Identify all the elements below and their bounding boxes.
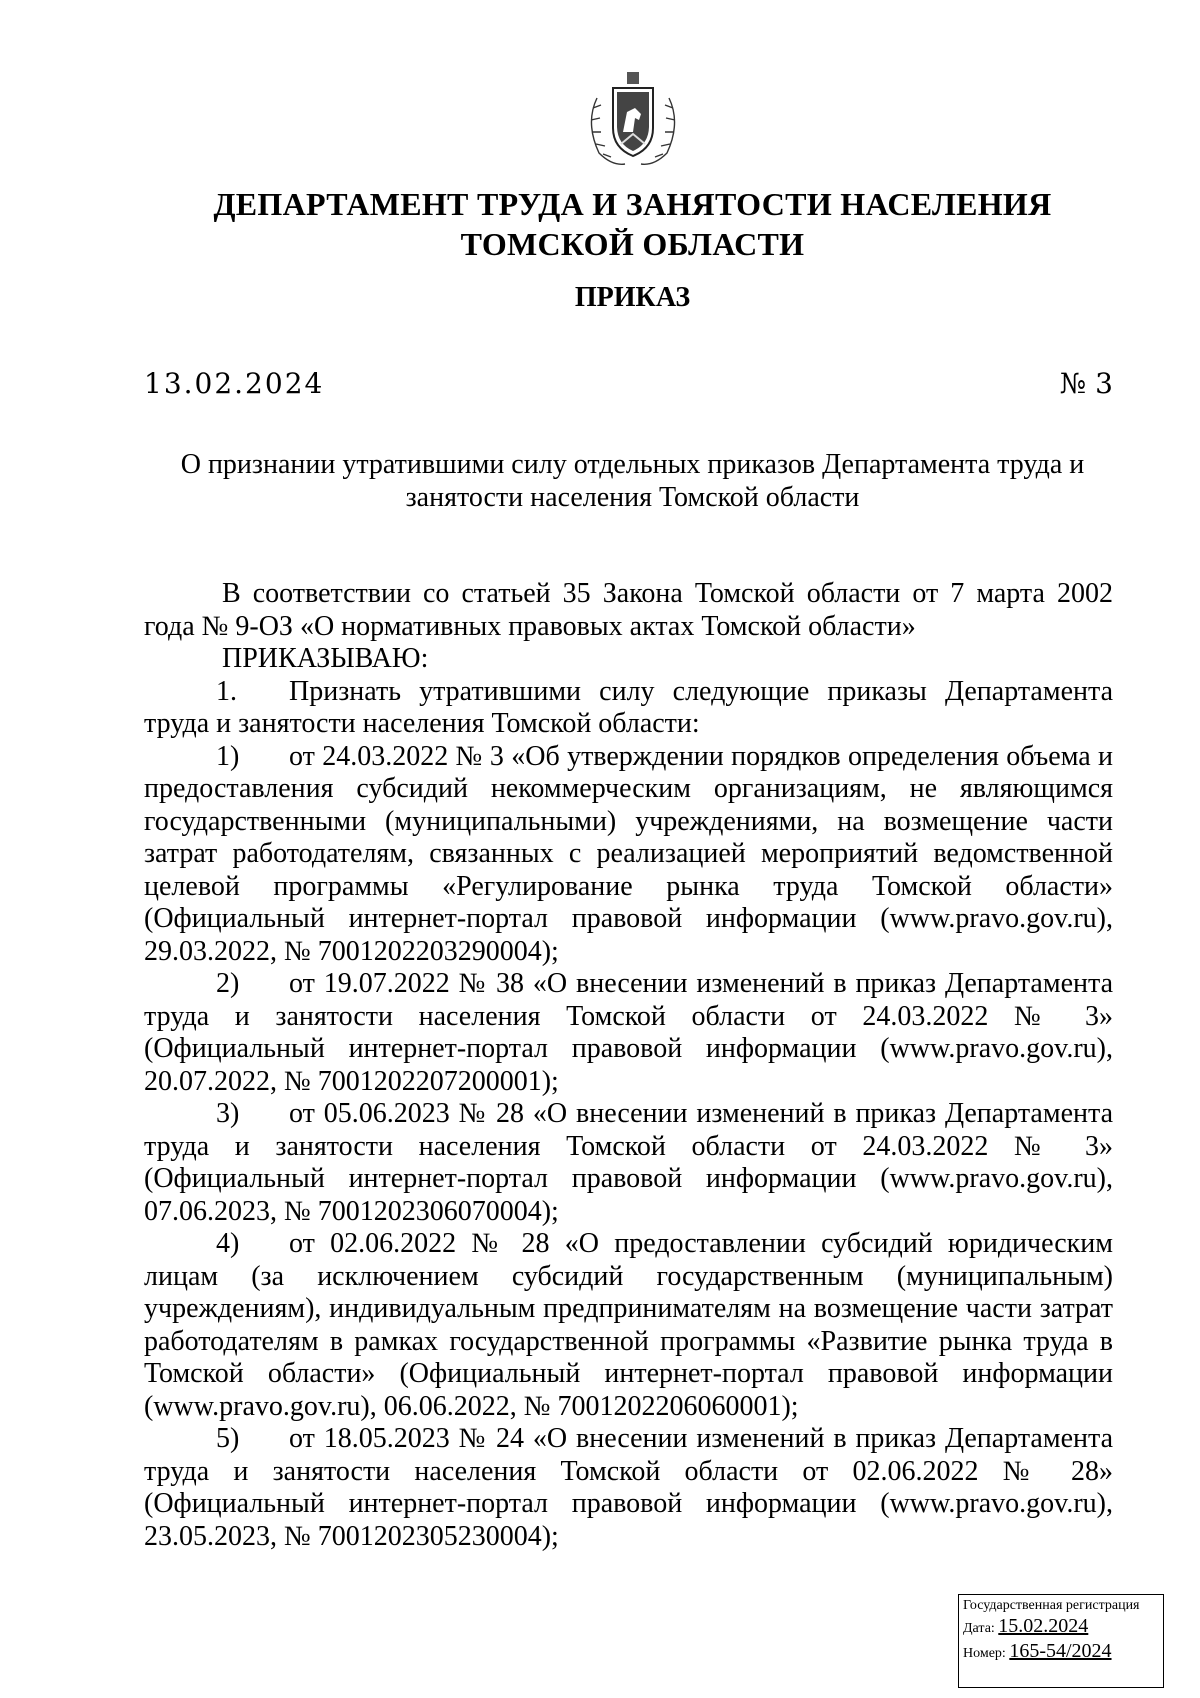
item-text: от 18.05.2023 № 24 «О внесении изменений в приказ Департамента труда и занятости населения Томской области от 02.06.2022 № 28» (Официальный интернет-портал правовой информации (www.pravo.gov.ru), 23.05.2023, № 7001202305230004); [144,1423,1113,1552]
item-text: от 05.06.2023 № 28 «О внесении изменений в приказ Департамента труда и занятости населения Томской области от 24.03.2022 № 3» (Официальный интернет-портал правовой информации (www.pravo.gov.ru), 07.06.2023, № 7001202306070004); [144,1098,1113,1227]
order-word: ПРИКАЗЫВАЮ: [222,643,429,674]
item-number: 4) [216,1228,240,1259]
document-date: 13.02.2024 [144,367,325,400]
org-line-1: ДЕПАРТАМЕНТ ТРУДА И ЗАНЯТОСТИ НАСЕЛЕНИЯ [213,186,1052,222]
organization-name [150,184,1115,264]
list-item [144,1228,1113,1423]
stamp-number-label: Номер: [963,1646,1006,1661]
stamp-number-value: 165-54/2024 [1009,1640,1112,1662]
document-body [144,578,1113,1553]
stamp-date-label: Дата: [963,1621,995,1636]
list-item [144,1423,1113,1553]
subject-line-2: занятости населения Томской области [405,482,860,513]
document-type: ПРИКАЗ [574,282,691,313]
list-item [144,741,1113,969]
item-text: от 19.07.2022 № 38 «О внесении изменений в приказ Департамента труда и занятости населения Томской области от 24.03.2022 № 3» (Официальный интернет-портал правовой информации (www.pravo.gov.ru), 20.07.2022, № 7001202207200001); [144,968,1113,1097]
stamp-title: Государственная регистрация [963,1598,1140,1613]
item-text: от 02.06.2022 № 28 «О предоставлении субсидий юридическим лицам (за исключением субсидий государственным (муниципальным) учреждениям), индивидуальным предпринимателям на возмещение части затрат работодателям в рамках государственной программы «Развитие рынка труда в Томской области» (Официальный интернет-портал правовой информации (www.pravo.gov.ru), 06.06.2022, № 7001202206060001); [144,1228,1113,1422]
item-number: 1) [216,740,240,772]
item-number: 5) [216,1423,240,1454]
item-text: от 24.03.2022 № 3 «Об утверждении порядков определения объема и предоставления субсидий некоммерческим организациям, не являющимся государственными (муниципальными) учреждениями, на возмещение части затрат работодателям, связанных с реализацией мероприятий ведомственной целевой программы «Регулирование рынка труда Томской области» (Официальный интернет-портал правовой информации (www.pravo.gov.ru), 29.03.2022, № 7001202203290004); [144,740,1113,967]
item-number: 3) [216,1098,240,1129]
point-1-number: 1. [216,675,237,707]
document-subject [150,448,1115,514]
list-item [144,1098,1113,1228]
item-number: 2) [216,968,240,999]
point-1-text: Признать утратившими силу следующие приказы Департамента труда и занятости населения Томской области: [144,675,1113,739]
document-number: № 3 [1059,367,1113,400]
intro-paragraph: В соответствии со статьей 35 Закона Томской области от 7 марта 2002 года № 9-ОЗ «О нормативных правовых актах Томской области» [144,578,1113,642]
registration-stamp [958,1594,1164,1688]
list-item [144,968,1113,1098]
stamp-date-value: 15.02.2024 [998,1615,1089,1637]
subject-line-1: О признании утратившими силу отдельных приказов Департамента труда и [180,449,1085,480]
coat-of-arms-emblem [577,68,689,172]
point-1 [144,676,1113,741]
org-line-2: ТОМСКОЙ ОБЛАСТИ [460,226,805,262]
